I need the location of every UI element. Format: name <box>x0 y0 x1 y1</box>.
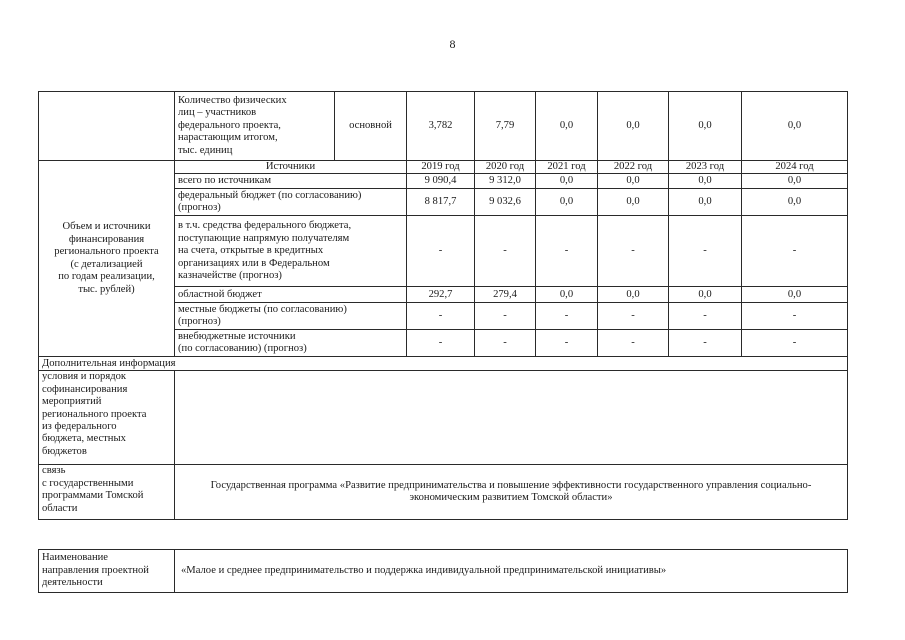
year-header: 2021 год <box>536 161 598 174</box>
source-value: - <box>407 216 475 287</box>
page-number: 8 <box>449 37 456 51</box>
source-value: 9 312,0 <box>475 174 536 189</box>
additional-info-heading: Дополнительная информация <box>39 357 848 371</box>
source-value: - <box>536 303 598 330</box>
year-header: 2020 год <box>475 161 536 174</box>
source-value: 0,0 <box>536 174 598 189</box>
source-value: 0,0 <box>536 189 598 216</box>
conditions-label: условия и порядок софинансирования мероприятий регионального проекта из федерального бюджета, местных бюджетов <box>39 371 175 465</box>
link-label: связь с государственными программами Томской области <box>39 465 175 520</box>
source-value: - <box>669 303 742 330</box>
source-label: в т.ч. средства федерального бюджета, поступающие напрямую получателям на счета, открытые в кредитных организациях или в Федеральном казначействе (прогноз) <box>175 216 407 287</box>
indicator-type: основной <box>335 92 407 161</box>
year-header: 2019 год <box>407 161 475 174</box>
source-value: 0,0 <box>669 174 742 189</box>
year-header: 2023 год <box>669 161 742 174</box>
source-value: 0,0 <box>598 287 669 303</box>
financing-header-row <box>39 161 848 174</box>
direction-table <box>38 549 848 593</box>
source-value: - <box>742 216 848 287</box>
source-value: 0,0 <box>536 287 598 303</box>
source-value: - <box>598 303 669 330</box>
source-label: внебюджетные источники (по согласованию) (прогноз) <box>175 330 407 357</box>
source-value: - <box>407 330 475 357</box>
source-value: - <box>407 303 475 330</box>
link-row <box>39 465 848 520</box>
source-label: местные бюджеты (по согласованию) (прогноз) <box>175 303 407 330</box>
indicator-value-2023: 0,0 <box>669 92 742 161</box>
source-value: - <box>598 330 669 357</box>
indicator-value-2021: 0,0 <box>536 92 598 161</box>
source-value: 9 032,6 <box>475 189 536 216</box>
indicator-value-2024: 0,0 <box>742 92 848 161</box>
empty-cell <box>39 92 175 161</box>
source-value: 0,0 <box>669 287 742 303</box>
source-value: - <box>598 216 669 287</box>
source-value: - <box>536 216 598 287</box>
link-value: Государственная программа «Развитие предпринимательства и повышение эффективности государственного управления социально-экономическим развитием Томской области» <box>175 465 848 520</box>
indicator-row <box>39 92 848 161</box>
source-value: 292,7 <box>407 287 475 303</box>
year-header: 2022 год <box>598 161 669 174</box>
direction-label: Наименование направления проектной деятельности <box>39 550 175 593</box>
project-table <box>38 91 848 520</box>
indicator-value-2020: 7,79 <box>475 92 536 161</box>
source-label: областной бюджет <box>175 287 407 303</box>
additional-info-row <box>39 357 848 371</box>
source-label: федеральный бюджет (по согласованию) (прогноз) <box>175 189 407 216</box>
indicator-value-2022: 0,0 <box>598 92 669 161</box>
conditions-row <box>39 371 848 465</box>
source-value: - <box>475 216 536 287</box>
direction-value: «Малое и среднее предпринимательство и поддержка индивидуальной предпринимательской инициативы» <box>175 550 848 593</box>
sources-header: Источники <box>175 161 407 174</box>
conditions-value <box>175 371 848 465</box>
source-value: - <box>536 330 598 357</box>
source-value: 0,0 <box>669 189 742 216</box>
financing-label: Объем и источники финансирования регионального проекта (с детализацией по годам реализации, тыс. рублей) <box>39 161 175 357</box>
source-value: - <box>475 303 536 330</box>
indicator-name: Количество физических лиц – участников федерального проекта, нарастающим итогом, тыс. единиц <box>175 92 335 161</box>
indicator-value-2019: 3,782 <box>407 92 475 161</box>
source-value: 0,0 <box>598 189 669 216</box>
direction-row <box>39 550 848 593</box>
source-label: всего по источникам <box>175 174 407 189</box>
source-value: 9 090,4 <box>407 174 475 189</box>
source-value: 8 817,7 <box>407 189 475 216</box>
source-value: 279,4 <box>475 287 536 303</box>
source-value: 0,0 <box>742 174 848 189</box>
year-header: 2024 год <box>742 161 848 174</box>
source-value: - <box>669 330 742 357</box>
source-value: 0,0 <box>598 174 669 189</box>
source-value: 0,0 <box>742 189 848 216</box>
source-value: - <box>475 330 536 357</box>
source-value: - <box>742 303 848 330</box>
source-value: - <box>669 216 742 287</box>
source-value: - <box>742 330 848 357</box>
source-value: 0,0 <box>742 287 848 303</box>
